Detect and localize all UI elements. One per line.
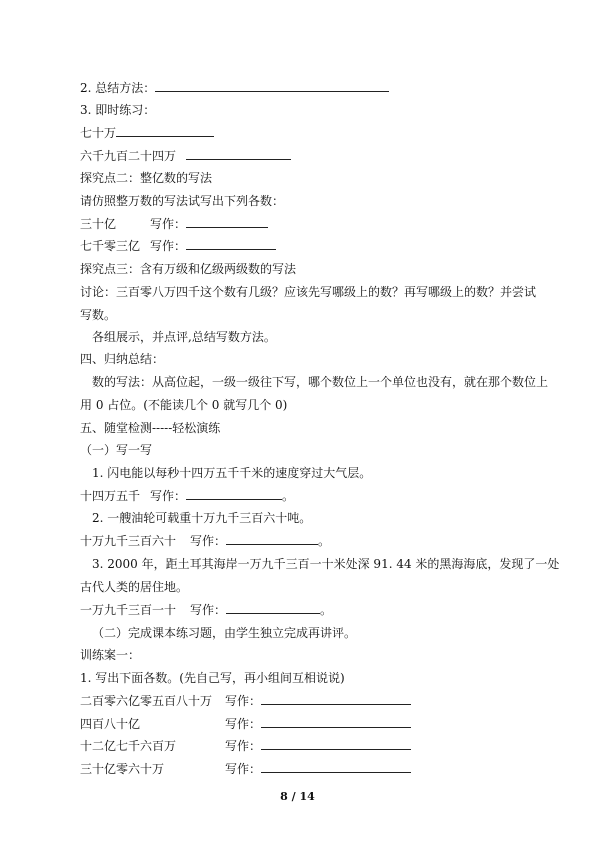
practice-item	[80, 602, 332, 618]
write-label: 写作：	[190, 603, 227, 617]
practice-item	[80, 693, 411, 709]
instruction-text: （二）完成课本练习题，由学生独立完成再讲评。	[92, 626, 357, 640]
practice-item-label: 十四万五千	[80, 489, 141, 503]
question-text: 2. 一艘油轮可载重十万九千三百六十吨。	[92, 511, 312, 525]
period-mark: 。	[318, 534, 331, 548]
section-heading: 训练案一：	[80, 648, 141, 662]
section-heading: 探究点三：含有万级和亿级两级数的写法	[80, 262, 297, 276]
summary-method-line	[80, 80, 389, 96]
section-heading: 探究点二：整亿数的写法	[80, 171, 213, 185]
write-label: 写作：	[150, 239, 187, 253]
practice-item-label: 三十亿	[80, 217, 117, 231]
instruction-text: 各组展示，并点评,总结写数方法。	[92, 330, 276, 344]
practice-item-label: 七十万	[80, 126, 117, 140]
answer-blank[interactable]	[261, 738, 411, 750]
question-text: 1. 闪电能以每秒十四万五千千米的速度穿过大气层。	[92, 466, 372, 480]
summary-text: 数的写法：从高位起，一级一级往下写，哪个数位上一个单位也没有，就在那个数位上	[92, 375, 549, 389]
answer-blank[interactable]	[186, 238, 276, 250]
write-label: 写作：	[225, 762, 262, 776]
practice-item	[80, 488, 294, 504]
practice-item-label: 十二亿七千六百万	[80, 739, 177, 753]
practice-item	[80, 533, 330, 549]
practice-item-label: 一万九千三百一十	[80, 603, 177, 617]
discussion-text: 写数。	[80, 308, 117, 322]
summary-text: 用 0 占位。(不能读几个 0 就写几个 0)	[80, 398, 288, 412]
practice-item	[80, 148, 291, 164]
write-label: 写作：	[225, 739, 262, 753]
answer-blank[interactable]	[261, 693, 411, 705]
answer-blank[interactable]	[226, 533, 318, 545]
page-number: 8 / 14	[280, 790, 315, 803]
answer-blank[interactable]	[186, 148, 291, 160]
summary-method-label: 2. 总结方法：	[80, 81, 156, 95]
answer-blank[interactable]	[155, 80, 389, 92]
practice-item	[80, 216, 268, 232]
section-heading: 五、随堂检测-----轻松演练	[80, 421, 221, 435]
answer-blank[interactable]	[186, 488, 282, 500]
write-label: 写作：	[150, 489, 187, 503]
practice-item	[80, 761, 411, 777]
question-text: 古代人类的居住地。	[80, 580, 189, 594]
section-heading: 四、归纳总结：	[80, 352, 165, 366]
period-mark: 。	[320, 603, 333, 617]
practice-item	[80, 716, 411, 732]
discussion-text: 讨论：三百零八万四千这个数有几级？应该先写哪级上的数？再写哪级上的数？并尝试	[80, 285, 537, 299]
practice-item-label: 二百零六亿零五百八十万	[80, 694, 213, 708]
period-mark: 。	[282, 489, 295, 503]
write-label: 写作：	[225, 694, 262, 708]
practice-item-label: 四百八十亿	[80, 717, 141, 731]
practice-item	[80, 738, 411, 754]
subsection-heading: （一）写一写	[80, 443, 153, 457]
practice-item	[80, 238, 276, 254]
answer-blank[interactable]	[261, 716, 411, 728]
practice-item-label: 六千九百二十四万	[80, 149, 177, 163]
write-label: 写作：	[225, 717, 262, 731]
practice-item-label: 三十亿零六十万	[80, 762, 165, 776]
practice-item-label: 七千零三亿	[80, 239, 141, 253]
instruction-text: 请仿照整万数的写法试写出下列各数：	[80, 194, 285, 208]
question-text: 1. 写出下面各数。(先自己写，再小组间互相说说)	[80, 671, 345, 685]
practice-item	[80, 125, 214, 141]
instant-practice-heading: 3. 即时练习：	[80, 103, 156, 117]
answer-blank[interactable]	[186, 216, 268, 228]
answer-blank[interactable]	[226, 602, 320, 614]
practice-item-label: 十万九千三百六十	[80, 534, 177, 548]
write-label: 写作：	[150, 217, 187, 231]
write-label: 写作：	[190, 534, 227, 548]
answer-blank[interactable]	[261, 761, 411, 773]
answer-blank[interactable]	[116, 125, 214, 137]
question-text: 3. 2000 年，距土耳其海岸一万九千三百一十米处深 91. 44 米的黑海海底，发现了一处	[92, 557, 560, 571]
